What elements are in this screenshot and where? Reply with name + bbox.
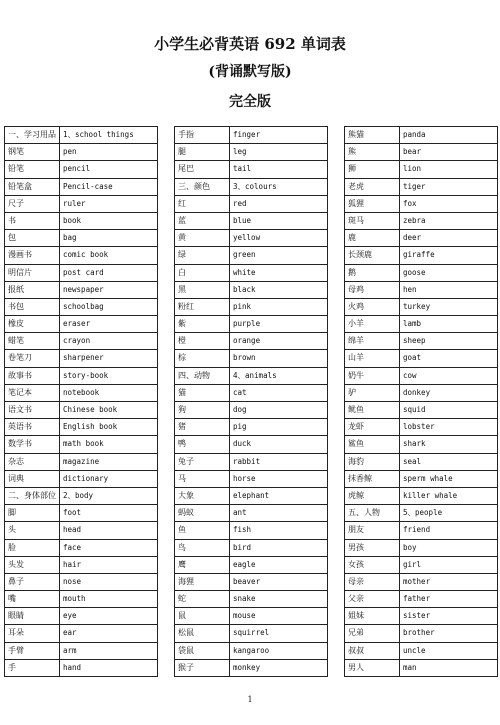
- table-row: [175, 540, 327, 557]
- chinese-word: 手: [5, 660, 60, 676]
- table-row: [175, 660, 327, 677]
- table-row: [5, 419, 157, 436]
- chinese-word: 猫: [175, 385, 230, 401]
- table-row: [345, 316, 497, 333]
- table-row: [175, 230, 327, 247]
- english-word: 3、colours: [233, 181, 277, 191]
- chinese-word: 嘴: [5, 591, 60, 607]
- table-row: [345, 522, 497, 539]
- table-row: [345, 161, 497, 178]
- table-row: [175, 333, 327, 350]
- table-row: [175, 591, 327, 608]
- table-row: [175, 247, 327, 264]
- table-row: [345, 282, 497, 299]
- chinese-word: 语文书: [5, 402, 60, 418]
- english-word: squirrel: [233, 628, 270, 638]
- table-row: [345, 265, 497, 282]
- chinese-word: 脸: [5, 540, 60, 556]
- chinese-word: 钢笔: [5, 144, 60, 160]
- english-word: brother: [403, 628, 435, 638]
- table-row: [5, 333, 157, 350]
- english-word: girl: [403, 559, 422, 569]
- chinese-word: 故事书: [5, 368, 60, 384]
- page-number: 1: [247, 695, 253, 704]
- english-word: pig: [233, 422, 247, 432]
- english-word: shark: [403, 439, 426, 449]
- table-row: [175, 127, 327, 144]
- table-row: [175, 316, 327, 333]
- chinese-word: 奶牛: [345, 368, 400, 384]
- chinese-word: 大象: [175, 488, 230, 504]
- chinese-word: 袋鼠: [175, 643, 230, 659]
- table-row: [175, 505, 327, 522]
- english-word: 2、body: [63, 490, 94, 500]
- english-word: hair: [63, 559, 82, 569]
- chinese-word: 鼻子: [5, 574, 60, 590]
- table-row: [175, 350, 327, 367]
- chinese-word: 蓝: [175, 213, 230, 229]
- table-row: [345, 505, 497, 522]
- english-word: sister: [403, 611, 431, 621]
- page-title: 小学生必背英语 692 单词表: [154, 35, 346, 53]
- chinese-word: 松鼠: [175, 625, 230, 641]
- english-word: lion: [403, 164, 422, 174]
- english-word: white: [233, 267, 256, 277]
- table-row: [5, 385, 157, 402]
- chinese-word: 杂志: [5, 454, 60, 470]
- chinese-word: 四、动物: [175, 368, 230, 384]
- english-word: bag: [63, 233, 77, 243]
- chinese-word: 腿: [175, 144, 230, 160]
- english-word: zebra: [403, 215, 426, 225]
- table-row: [345, 196, 497, 213]
- table-row: [345, 591, 497, 608]
- chinese-word: 蜡笔: [5, 333, 60, 349]
- table-row: [175, 179, 327, 196]
- table-row: [5, 591, 157, 608]
- table-row: [345, 574, 497, 591]
- table-row: [5, 196, 157, 213]
- english-word: elephant: [233, 490, 270, 500]
- table-row: [175, 213, 327, 230]
- chinese-word: 尺子: [5, 196, 60, 212]
- english-word: donkey: [403, 387, 431, 397]
- chinese-word: 蚂蚁: [175, 505, 230, 521]
- vocab-table-column-3: [344, 126, 498, 677]
- english-word: post card: [63, 267, 104, 277]
- table-row: [345, 144, 497, 161]
- table-row: [5, 368, 157, 385]
- chinese-word: 鱼: [175, 522, 230, 538]
- table-row: [345, 436, 497, 453]
- table-row: [5, 488, 157, 505]
- chinese-word: 男孩: [345, 540, 400, 556]
- table-row: [5, 213, 157, 230]
- table-row: [175, 625, 327, 642]
- table-row: [345, 660, 497, 677]
- chinese-word: 紫: [175, 316, 230, 332]
- table-row: [175, 161, 327, 178]
- table-row: [5, 316, 157, 333]
- english-word: foot: [63, 508, 82, 518]
- table-row: [175, 385, 327, 402]
- english-word: notebook: [63, 387, 100, 397]
- chinese-word: 龙虾: [345, 419, 400, 435]
- table-row: [345, 471, 497, 488]
- english-word: eraser: [63, 319, 91, 329]
- english-word: English book: [63, 422, 118, 432]
- table-row: [5, 660, 157, 677]
- table-row: [345, 385, 497, 402]
- chinese-word: 兄弟: [345, 625, 400, 641]
- table-row: [345, 350, 497, 367]
- chinese-word: 鹰: [175, 557, 230, 573]
- table-row: [345, 454, 497, 471]
- english-word: tail: [233, 164, 252, 174]
- english-word: goat: [403, 353, 422, 363]
- chinese-word: 眼睛: [5, 608, 60, 624]
- chinese-word: 父亲: [345, 591, 400, 607]
- table-row: [175, 419, 327, 436]
- chinese-word: 黄: [175, 230, 230, 246]
- english-word: brown: [233, 353, 256, 363]
- table-row: [345, 299, 497, 316]
- chinese-word: 姐妹: [345, 608, 400, 624]
- english-word: book: [63, 215, 82, 225]
- english-word: pen: [63, 147, 77, 157]
- table-row: [345, 625, 497, 642]
- english-word: sheep: [403, 336, 426, 346]
- english-word: nose: [63, 576, 82, 586]
- chinese-word: 熊: [345, 144, 400, 160]
- english-word: newspaper: [63, 284, 104, 294]
- english-word: rabbit: [233, 456, 261, 466]
- english-word: giraffe: [403, 250, 435, 260]
- chinese-word: 三、颜色: [175, 179, 230, 195]
- table-row: [5, 127, 157, 144]
- table-row: [5, 574, 157, 591]
- chinese-word: 鲨鱼: [345, 436, 400, 452]
- table-row: [345, 368, 497, 385]
- english-word: finger: [233, 130, 261, 139]
- table-row: [345, 419, 497, 436]
- table-row: [175, 436, 327, 453]
- chinese-word: 报纸: [5, 282, 60, 298]
- chinese-word: 鸭: [175, 436, 230, 452]
- chinese-word: 黑: [175, 282, 230, 298]
- english-word: killer whale: [403, 490, 458, 500]
- english-word: eye: [63, 611, 77, 621]
- english-word: ear: [63, 628, 77, 638]
- table-row: [5, 299, 157, 316]
- table-row: [5, 265, 157, 282]
- english-word: mouse: [233, 611, 256, 621]
- table-row: [175, 454, 327, 471]
- english-word: father: [403, 594, 431, 604]
- table-row: [345, 402, 497, 419]
- table-row: [5, 436, 157, 453]
- chinese-word: 漫画书: [5, 247, 60, 263]
- chinese-word: 笔记本: [5, 385, 60, 401]
- english-word: snake: [233, 594, 256, 604]
- table-row: [175, 643, 327, 660]
- chinese-word: 粉红: [175, 299, 230, 315]
- chinese-word: 抹香鲸: [345, 471, 400, 487]
- chinese-word: 尾巴: [175, 161, 230, 177]
- chinese-word: 女孩: [345, 557, 400, 573]
- chinese-word: 英语书: [5, 419, 60, 435]
- table-row: [5, 557, 157, 574]
- english-word: panda: [403, 130, 426, 139]
- english-word: man: [403, 662, 417, 672]
- table-row: [5, 161, 157, 178]
- table-row: [5, 230, 157, 247]
- vocab-table-column-1: [4, 126, 158, 677]
- table-row: [345, 557, 497, 574]
- table-row: [345, 488, 497, 505]
- chinese-word: 包: [5, 230, 60, 246]
- chinese-word: 词典: [5, 471, 60, 487]
- table-row: [175, 299, 327, 316]
- table-row: [345, 179, 497, 196]
- english-word: eagle: [233, 559, 256, 569]
- chinese-word: 卷笔刀: [5, 350, 60, 366]
- english-word: math book: [63, 439, 104, 449]
- table-row: [345, 127, 497, 144]
- english-word: comic book: [63, 250, 109, 260]
- table-row: [5, 625, 157, 642]
- table-row: [175, 574, 327, 591]
- chinese-word: 鹅: [345, 265, 400, 281]
- table-row: [5, 454, 157, 471]
- english-word: fish: [233, 525, 252, 535]
- table-row: [5, 643, 157, 660]
- english-word: goose: [403, 267, 426, 277]
- chinese-word: 橡皮: [5, 316, 60, 332]
- chinese-word: 手臂: [5, 643, 60, 659]
- table-row: [175, 144, 327, 161]
- table-row: [5, 350, 157, 367]
- table-row: [5, 540, 157, 557]
- english-word: duck: [233, 439, 252, 449]
- english-word: blue: [233, 215, 252, 225]
- english-word: boy: [403, 542, 417, 552]
- chinese-word: 熊猫: [345, 127, 400, 143]
- english-word: Pencil-case: [63, 181, 113, 191]
- chinese-word: 虎鲸: [345, 488, 400, 504]
- table-row: [175, 557, 327, 574]
- chinese-word: 马: [175, 471, 230, 487]
- chinese-word: 猪: [175, 419, 230, 435]
- english-word: cat: [233, 387, 247, 397]
- chinese-word: 鹿: [345, 230, 400, 246]
- chinese-word: 鱿鱼: [345, 402, 400, 418]
- chinese-word: 狗: [175, 402, 230, 418]
- table-row: [345, 247, 497, 264]
- english-word: yellow: [233, 233, 261, 243]
- chinese-word: 书包: [5, 299, 60, 315]
- table-row: [5, 505, 157, 522]
- chinese-word: 狐狸: [345, 196, 400, 212]
- chinese-word: 红: [175, 196, 230, 212]
- table-row: [345, 333, 497, 350]
- english-word: 1、school things: [63, 130, 134, 139]
- english-word: schoolbag: [63, 301, 104, 311]
- english-word: dictionary: [63, 473, 109, 483]
- english-word: tiger: [403, 181, 426, 191]
- table-row: [345, 540, 497, 557]
- table-row: [345, 643, 497, 660]
- table-row: [5, 471, 157, 488]
- english-word: story-book: [63, 370, 109, 380]
- table-row: [5, 247, 157, 264]
- chinese-word: 脚: [5, 505, 60, 521]
- english-word: head: [63, 525, 82, 535]
- table-row: [175, 402, 327, 419]
- chinese-word: 狮: [345, 161, 400, 177]
- english-word: cow: [403, 370, 417, 380]
- chinese-word: 橙: [175, 333, 230, 349]
- chinese-word: 耳朵: [5, 625, 60, 641]
- english-word: face: [63, 542, 82, 552]
- english-word: crayon: [63, 336, 91, 346]
- chinese-word: 海豹: [345, 454, 400, 470]
- english-word: green: [233, 250, 256, 260]
- english-word: lobster: [403, 422, 435, 432]
- chinese-word: 长颈鹿: [345, 247, 400, 263]
- chinese-word: 头发: [5, 557, 60, 573]
- table-row: [345, 230, 497, 247]
- vocab-table-column-2: [174, 126, 328, 677]
- chinese-word: 绿: [175, 247, 230, 263]
- chinese-word: 火鸡: [345, 299, 400, 315]
- table-row: [5, 608, 157, 625]
- english-word: horse: [233, 473, 256, 483]
- english-word: pink: [233, 301, 252, 311]
- english-word: deer: [403, 233, 422, 243]
- english-word: red: [233, 198, 247, 208]
- table-row: [5, 144, 157, 161]
- english-word: hand: [63, 662, 82, 672]
- english-word: sperm whale: [403, 473, 453, 483]
- chinese-word: 书: [5, 213, 60, 229]
- chinese-word: 鸟: [175, 540, 230, 556]
- chinese-word: 叔叔: [345, 643, 400, 659]
- english-word: lamb: [403, 319, 422, 329]
- chinese-word: 一、学习用品: [5, 127, 60, 143]
- english-word: 5、people: [403, 508, 443, 518]
- english-word: monkey: [233, 662, 261, 672]
- english-word: magazine: [63, 456, 100, 466]
- table-row: [5, 522, 157, 539]
- english-word: leg: [233, 147, 247, 157]
- english-word: hen: [403, 284, 417, 294]
- chinese-word: 明信片: [5, 265, 60, 281]
- chinese-word: 绵羊: [345, 333, 400, 349]
- chinese-word: 白: [175, 265, 230, 281]
- english-word: black: [233, 284, 256, 294]
- english-word: bird: [233, 542, 252, 552]
- chinese-word: 蛇: [175, 591, 230, 607]
- table-row: [175, 282, 327, 299]
- english-word: purple: [233, 319, 261, 329]
- english-word: 4、animals: [233, 370, 277, 380]
- english-word: sharpener: [63, 353, 104, 363]
- table-row: [175, 265, 327, 282]
- table-row: [345, 608, 497, 625]
- chinese-word: 山羊: [345, 350, 400, 366]
- table-row: [175, 522, 327, 539]
- english-word: uncle: [403, 645, 426, 655]
- table-row: [175, 196, 327, 213]
- english-word: mouth: [63, 594, 86, 604]
- chinese-word: 二、身体部位: [5, 488, 60, 504]
- chinese-word: 兔子: [175, 454, 230, 470]
- english-word: Chinese book: [63, 405, 118, 414]
- english-word: ruler: [63, 198, 86, 208]
- chinese-word: 老虎: [345, 179, 400, 195]
- chinese-word: 铅笔: [5, 161, 60, 177]
- english-word: squid: [403, 405, 426, 414]
- english-word: bear: [403, 147, 422, 157]
- chinese-word: 海狸: [175, 574, 230, 590]
- table-row: [175, 471, 327, 488]
- english-word: pencil: [63, 164, 91, 174]
- table-row: [175, 488, 327, 505]
- english-word: friend: [403, 525, 431, 535]
- table-row: [5, 179, 157, 196]
- chinese-word: 驴: [345, 385, 400, 401]
- table-row: [5, 402, 157, 419]
- chinese-word: 数学书: [5, 436, 60, 452]
- chinese-word: 铅笔盒: [5, 179, 60, 195]
- english-word: orange: [233, 336, 261, 346]
- english-word: ant: [233, 508, 247, 518]
- chinese-word: 鼠: [175, 608, 230, 624]
- english-word: fox: [403, 198, 417, 208]
- chinese-word: 小羊: [345, 316, 400, 332]
- page-subtitle: (背诵默写版): [208, 64, 292, 80]
- chinese-word: 头: [5, 522, 60, 538]
- english-word: turkey: [403, 301, 431, 311]
- chinese-word: 五、人物: [345, 505, 400, 521]
- chinese-word: 男人: [345, 660, 400, 676]
- english-word: beaver: [233, 576, 261, 586]
- edition-label: 完全版: [229, 94, 271, 110]
- english-word: seal: [403, 456, 422, 466]
- table-row: [175, 368, 327, 385]
- table-row: [345, 213, 497, 230]
- chinese-word: 斑马: [345, 213, 400, 229]
- chinese-word: 棕: [175, 350, 230, 366]
- english-word: arm: [63, 645, 77, 655]
- chinese-word: 手指: [175, 127, 230, 143]
- english-word: kangaroo: [233, 645, 270, 655]
- english-word: dog: [233, 405, 247, 414]
- english-word: mother: [403, 576, 431, 586]
- table-row: [175, 608, 327, 625]
- chinese-word: 猴子: [175, 660, 230, 676]
- table-row: [5, 282, 157, 299]
- chinese-word: 母亲: [345, 574, 400, 590]
- chinese-word: 母鸡: [345, 282, 400, 298]
- chinese-word: 朋友: [345, 522, 400, 538]
